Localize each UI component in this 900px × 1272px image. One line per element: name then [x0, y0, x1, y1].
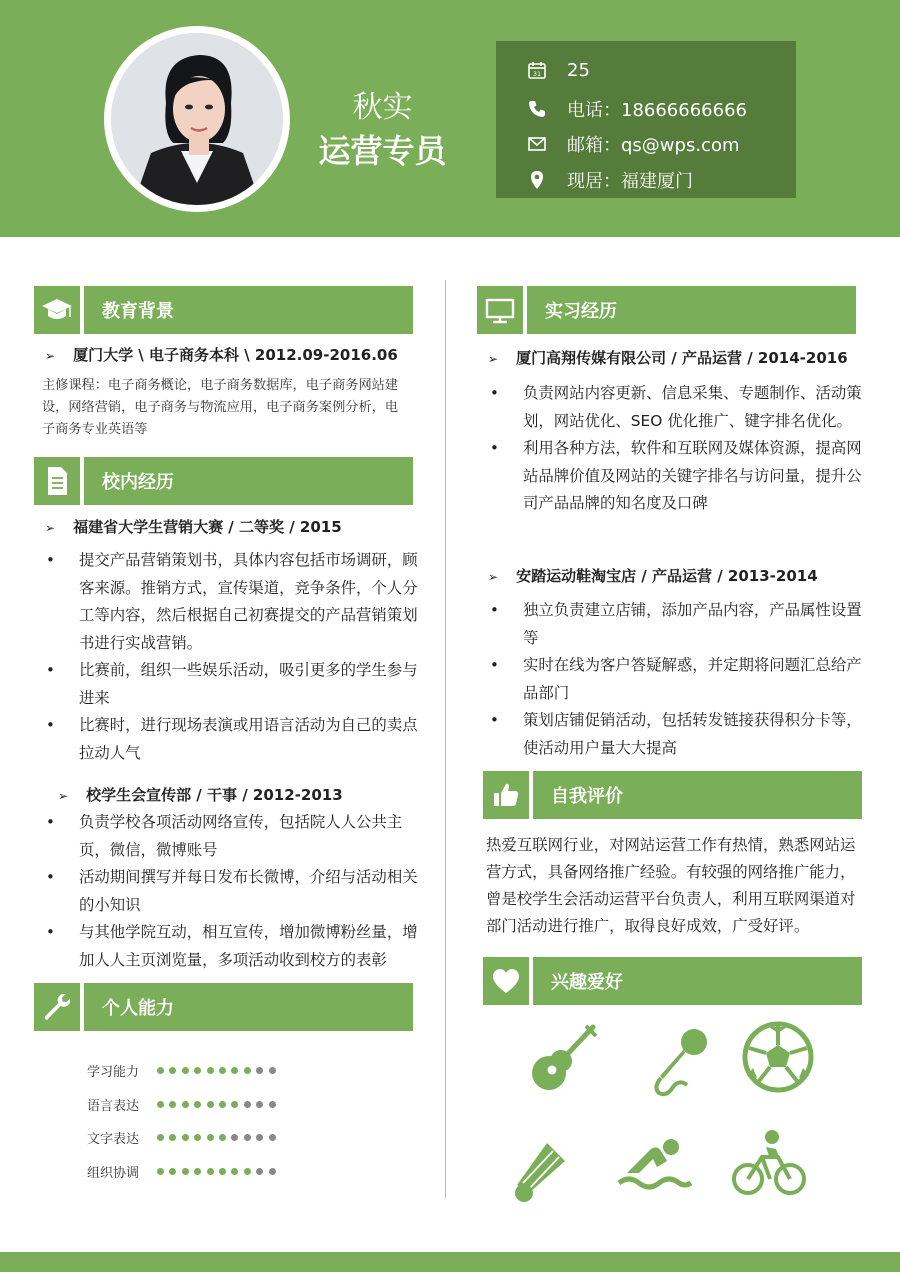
section-campus [34, 457, 413, 505]
skill-dot-filled [182, 1067, 189, 1074]
document-icon [34, 457, 80, 505]
list-item: • 提交产品营销策划书，具体内容包括市场调研，顾客来源。推销方式，宣传渠道，竞争条件，个人分工等内容，然后根据自己初赛提交的产品营销策划书进行实战营销。 [44, 547, 420, 657]
skill-dot-filled [219, 1101, 226, 1108]
list-item: • 负责网站内容更新、信息采集、专题制作、活动策划，网站优化、SEO 优化推广、键字排名优化。 [488, 380, 864, 435]
section-title: 实习经历 [527, 286, 856, 334]
calendar-icon [526, 59, 548, 81]
skill-dot-filled [182, 1168, 189, 1175]
heart-icon [483, 957, 529, 1005]
skill-dot-filled [169, 1168, 176, 1175]
guitar-icon [522, 1020, 602, 1100]
section-internship [477, 286, 856, 334]
skill-dot-empty [256, 1067, 263, 1074]
list-item: • 实时在线为客户答疑解惑，并定期将问题汇总给产品部门 [488, 652, 864, 707]
campus-entry-bullets [44, 547, 420, 767]
badminton-icon [506, 1128, 586, 1208]
skill-dot-filled [169, 1134, 176, 1141]
list-item: • 利用各种方法，软件和互联网及媒体资源，提高网站品牌价值及网站的关键字排名与访问量，提升公司产品品牌的知名度及口碑 [488, 435, 864, 518]
skill-row [87, 1129, 281, 1145]
skill-dot-filled [219, 1168, 226, 1175]
wrench-icon [34, 983, 80, 1031]
location-pin-icon [526, 169, 548, 191]
skill-dot-filled [182, 1101, 189, 1108]
skill-dot-filled [219, 1067, 226, 1074]
section-title: 教育背景 [84, 286, 413, 334]
skill-row [87, 1163, 281, 1179]
skill-dot-filled [207, 1168, 214, 1175]
skill-dot-filled [231, 1168, 238, 1175]
age-value: 25 [567, 59, 590, 81]
skill-dot-filled [231, 1101, 238, 1108]
soccer-ball-icon [738, 1017, 818, 1097]
self-evaluation-text: 热爱互联网行业，对网站运营工作有热情，熟悉网站运营方式，具备网络推广经验。有较强的网络推广能力，曾是校学生会活动运营平台负责人，利用互联网渠道对部门活动进行推广，取得良好成效，广受好评。 [486, 836, 856, 935]
skill-dot-filled [207, 1101, 214, 1108]
cycling-icon [729, 1124, 809, 1204]
column-divider [445, 280, 446, 1198]
contact-box [496, 41, 796, 198]
section-hobbies [483, 957, 862, 1005]
arrow-icon: ➢ [58, 789, 69, 803]
list-item: • 负责学校各项活动网络宣传，包括院人人公共主页，微信，微博账号 [44, 809, 420, 864]
skill-dots [157, 1168, 281, 1175]
skill-dot-filled [157, 1134, 164, 1141]
skill-dot-empty [269, 1168, 276, 1175]
envelope-icon [526, 133, 548, 155]
contact-email [526, 131, 740, 157]
person-name: 秋实 [352, 90, 413, 125]
microphone-icon [640, 1020, 720, 1100]
skill-label: 组织协调 [87, 1165, 140, 1181]
skill-dot-empty [244, 1134, 251, 1141]
internship-entry-heading: ➢ 厦门高翔传媒有限公司 / 产品运营 / 2014-2016 [488, 349, 848, 367]
skill-dot-empty [269, 1134, 276, 1141]
phone-value: 电话：18666666666 [567, 100, 747, 121]
skill-dot-filled [169, 1067, 176, 1074]
swimming-icon [614, 1126, 694, 1206]
location-value: 现居：福建厦门 [567, 171, 693, 192]
skill-dot-filled [231, 1067, 238, 1074]
skill-dot-empty [244, 1101, 251, 1108]
email-value: 邮箱：qs@wps.com [567, 135, 740, 156]
skill-dot-filled [194, 1168, 201, 1175]
skill-dots [157, 1134, 281, 1141]
arrow-icon: ➢ [45, 349, 56, 363]
skill-row [87, 1096, 281, 1112]
skill-label: 学习能力 [87, 1064, 140, 1080]
contact-age [526, 57, 590, 83]
skill-dots [157, 1067, 281, 1074]
contact-phone [526, 96, 747, 122]
skill-dot-filled [194, 1134, 201, 1141]
skill-dot-filled [219, 1134, 226, 1141]
campus-entry-heading: ➢ 校学生会宣传部 / 干事 / 2012-2013 [58, 786, 343, 804]
education-courses: 主修课程：电子商务概论，电子商务数据库，电子商务网站建设，网络营销，电子商务与物流应用，电子商务案例分析，电子商务专业英语等 [42, 378, 399, 437]
section-title: 兴趣爱好 [533, 957, 862, 1005]
section-self-evaluation [483, 771, 862, 819]
skill-label: 语言表达 [87, 1098, 140, 1114]
skill-dot-empty [256, 1134, 263, 1141]
section-title: 自我评价 [533, 771, 862, 819]
avatar [111, 33, 283, 205]
skill-dot-filled [194, 1101, 201, 1108]
contact-location [526, 167, 693, 193]
skill-dot-filled [169, 1101, 176, 1108]
skill-dot-filled [244, 1067, 251, 1074]
phone-icon [526, 98, 548, 120]
section-education [34, 286, 413, 334]
arrow-icon: ➢ [45, 521, 56, 535]
list-item: • 独立负责建立店铺，添加产品内容，产品属性设置等 [488, 597, 864, 652]
skill-dot-empty [269, 1067, 276, 1074]
arrow-icon: ➢ [488, 570, 499, 584]
job-title: 运营专员 [318, 132, 447, 170]
skill-dot-filled [157, 1101, 164, 1108]
thumbs-up-icon [483, 771, 529, 819]
skill-dot-filled [194, 1067, 201, 1074]
header-banner [0, 0, 900, 237]
list-item: • 比赛时，进行现场表演或用语言活动为自己的卖点拉动人气 [44, 712, 420, 767]
footer-bar [0, 1252, 900, 1272]
skill-dot-empty [256, 1101, 263, 1108]
monitor-icon [477, 286, 523, 334]
education-entry: ➢ 厦门大学 \ 电子商务本科 \ 2012.09-2016.06 [45, 346, 398, 364]
skill-row [87, 1062, 281, 1078]
skill-dots [157, 1101, 281, 1108]
arrow-icon: ➢ [488, 352, 499, 366]
skill-dot-filled [207, 1067, 214, 1074]
skill-dot-filled [182, 1134, 189, 1141]
section-skills [34, 983, 413, 1031]
internship-entry-heading: ➢ 安踏运动鞋淘宝店 / 产品运营 / 2013-2014 [488, 567, 818, 585]
section-title: 个人能力 [84, 983, 413, 1031]
list-item: • 比赛前，组织一些娱乐活动，吸引更多的学生参与进来 [44, 657, 420, 712]
list-item: • 与其他学院互动，相互宣传，增加微博粉丝量，增加人人主页浏览量，多项活动收到校方的表彰 [44, 919, 420, 974]
skill-dot-filled [157, 1168, 164, 1175]
internship-entry-bullets [488, 597, 864, 762]
campus-entry-heading: ➢ 福建省大学生营销大赛 / 二等奖 / 2015 [45, 518, 342, 536]
skill-label: 文字表达 [87, 1131, 140, 1147]
skill-dot-empty [231, 1134, 238, 1141]
internship-entry-bullets [488, 380, 864, 518]
campus-entry-bullets [44, 809, 420, 974]
skill-dot-filled [157, 1067, 164, 1074]
graduation-cap-icon [34, 286, 80, 334]
list-item: • 活动期间撰写并每日发布长微博，介绍与活动相关的小知识 [44, 864, 420, 919]
skill-dot-empty [269, 1101, 276, 1108]
skill-dot-filled [244, 1168, 251, 1175]
skill-dot-empty [256, 1168, 263, 1175]
section-title: 校内经历 [84, 457, 413, 505]
list-item: • 策划店铺促销活动，包括转发链接获得积分卡等，使活动用户量大大提高 [488, 707, 864, 762]
skill-dot-filled [207, 1134, 214, 1141]
svg-text:31: 31 [532, 70, 542, 78]
